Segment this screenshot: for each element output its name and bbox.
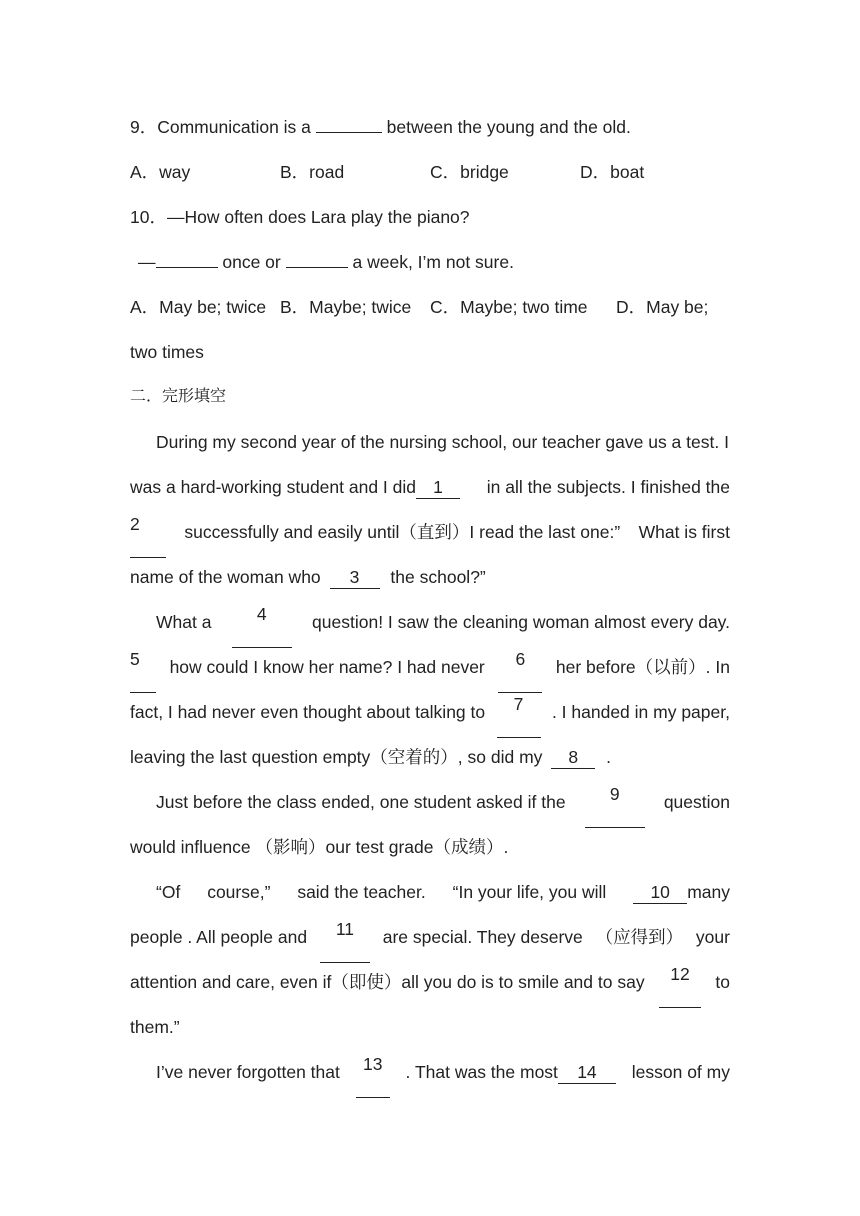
q9-option-c: C．bridge bbox=[430, 162, 509, 182]
q9-option-a: A．way bbox=[130, 162, 191, 182]
passage-text: her before（以前）. In bbox=[555, 657, 730, 677]
passage-line bbox=[130, 513, 730, 558]
passage-text: （应得到） bbox=[595, 927, 684, 947]
passage-text: how could I know her name? I had never bbox=[169, 657, 485, 677]
passage-line bbox=[130, 828, 730, 873]
passage-text: attention and care, even if（即使）all you do is to smile and to say bbox=[130, 972, 645, 992]
worksheet-page bbox=[130, 108, 730, 1098]
blank-6: 6 bbox=[498, 648, 542, 693]
passage-line bbox=[130, 1008, 730, 1053]
passage-text: your bbox=[695, 927, 730, 947]
passage-line bbox=[130, 603, 730, 648]
q10-blank-2 bbox=[286, 245, 348, 268]
q10-options-cont bbox=[130, 333, 730, 378]
passage-line bbox=[130, 648, 730, 693]
passage-text: are special. They deserve bbox=[382, 927, 583, 947]
passage-line bbox=[130, 963, 730, 1008]
q10-option-b: B．Maybe; twice bbox=[280, 297, 412, 317]
passage-text: fact, I had never even thought about talking to bbox=[130, 702, 486, 722]
passage-text: What is first bbox=[638, 522, 730, 542]
passage-text: . I handed in my paper, bbox=[551, 702, 730, 722]
q10-options bbox=[130, 288, 730, 333]
q10-dash: — bbox=[138, 252, 156, 272]
passage-text: question! I saw the cleaning woman almost every day. bbox=[312, 612, 730, 632]
passage-text: . That was the most bbox=[405, 1062, 558, 1082]
passage-text: What a bbox=[156, 612, 212, 632]
q10-option-d-cont: two times bbox=[130, 342, 204, 362]
q10-middle: once or bbox=[222, 252, 281, 272]
passage-text: lesson of my bbox=[631, 1062, 730, 1082]
passage-text: I’ve never forgotten that bbox=[156, 1062, 340, 1082]
blank-11: 11 bbox=[320, 918, 370, 963]
passage-text: leaving the last question empty（空着的）, so did my bbox=[130, 747, 543, 767]
blank-14: 14 bbox=[558, 1061, 616, 1084]
passage-line bbox=[130, 1053, 730, 1098]
q9-options bbox=[130, 153, 730, 198]
passage-line bbox=[130, 468, 730, 513]
passage-text: course,” bbox=[207, 882, 271, 902]
passage-line bbox=[130, 918, 730, 963]
passage-text: to bbox=[715, 972, 730, 992]
passage-text: successfully and easily until（直到）I read the last one:” bbox=[184, 522, 621, 542]
section-title: 二．完形填空 bbox=[130, 388, 227, 405]
q10-option-c: C．Maybe; two time bbox=[430, 297, 588, 317]
blank-12: 12 bbox=[659, 963, 701, 1008]
blank-5: 5 bbox=[130, 648, 156, 693]
passage-line bbox=[130, 693, 730, 738]
q10-question: 10．—How often does Lara play the piano? bbox=[130, 207, 470, 227]
blank-7: 7 bbox=[497, 693, 541, 738]
blank-8: 8 bbox=[551, 746, 595, 769]
passage-line bbox=[130, 558, 730, 603]
q9-stem-end: between the young and the old. bbox=[386, 117, 631, 137]
blank-13: 13 bbox=[356, 1053, 390, 1098]
passage-text: in all the subjects. I finished the bbox=[486, 477, 730, 497]
q10-blank-1 bbox=[156, 245, 218, 268]
passage-text: “In your life, you will bbox=[452, 882, 607, 902]
section-heading-cloze bbox=[130, 378, 730, 423]
q10-end: a week, I’m not sure. bbox=[352, 252, 514, 272]
passage-text: the school?” bbox=[390, 567, 486, 587]
passage-text: Just before the class ended, one student asked if the bbox=[156, 792, 566, 812]
passage-text: many bbox=[687, 882, 730, 902]
q9-option-d: D．boat bbox=[580, 162, 645, 182]
passage-text: During my second year of the nursing school, our teacher gave us a test. I bbox=[156, 432, 729, 452]
q9-option-b: B．road bbox=[280, 162, 345, 182]
passage-line bbox=[130, 873, 730, 918]
passage-text: “Of bbox=[156, 882, 181, 902]
q10-stem bbox=[130, 198, 730, 243]
q9-stem-start: 9．Communication is a bbox=[130, 117, 311, 137]
passage-text: people . All people and bbox=[130, 927, 308, 947]
blank-10: 10 bbox=[633, 881, 687, 904]
passage-line bbox=[130, 783, 730, 828]
passage-text: was a hard-working student and I did bbox=[130, 477, 416, 497]
blank-4: 4 bbox=[232, 603, 292, 648]
blank-2: 2 bbox=[130, 513, 166, 558]
blank-1: 1 bbox=[416, 476, 460, 499]
q10-option-d: D．May be; bbox=[616, 297, 709, 317]
passage-text: said the teacher. bbox=[297, 882, 426, 902]
q9-stem bbox=[130, 108, 730, 153]
passage-text: would influence （影响）our test grade（成绩）. bbox=[130, 837, 509, 857]
passage-text: them.” bbox=[130, 1017, 180, 1037]
passage-text: name of the woman who bbox=[130, 567, 321, 587]
passage-line bbox=[130, 738, 730, 783]
q10-option-a: A．May be; twice bbox=[130, 297, 267, 317]
q9-blank bbox=[316, 110, 382, 133]
passage-text: question bbox=[663, 792, 730, 812]
blank-9: 9 bbox=[585, 783, 645, 828]
passage-text: . bbox=[606, 747, 612, 767]
passage-line bbox=[130, 423, 730, 468]
blank-3: 3 bbox=[330, 566, 380, 589]
q10-answer-line bbox=[130, 243, 730, 288]
